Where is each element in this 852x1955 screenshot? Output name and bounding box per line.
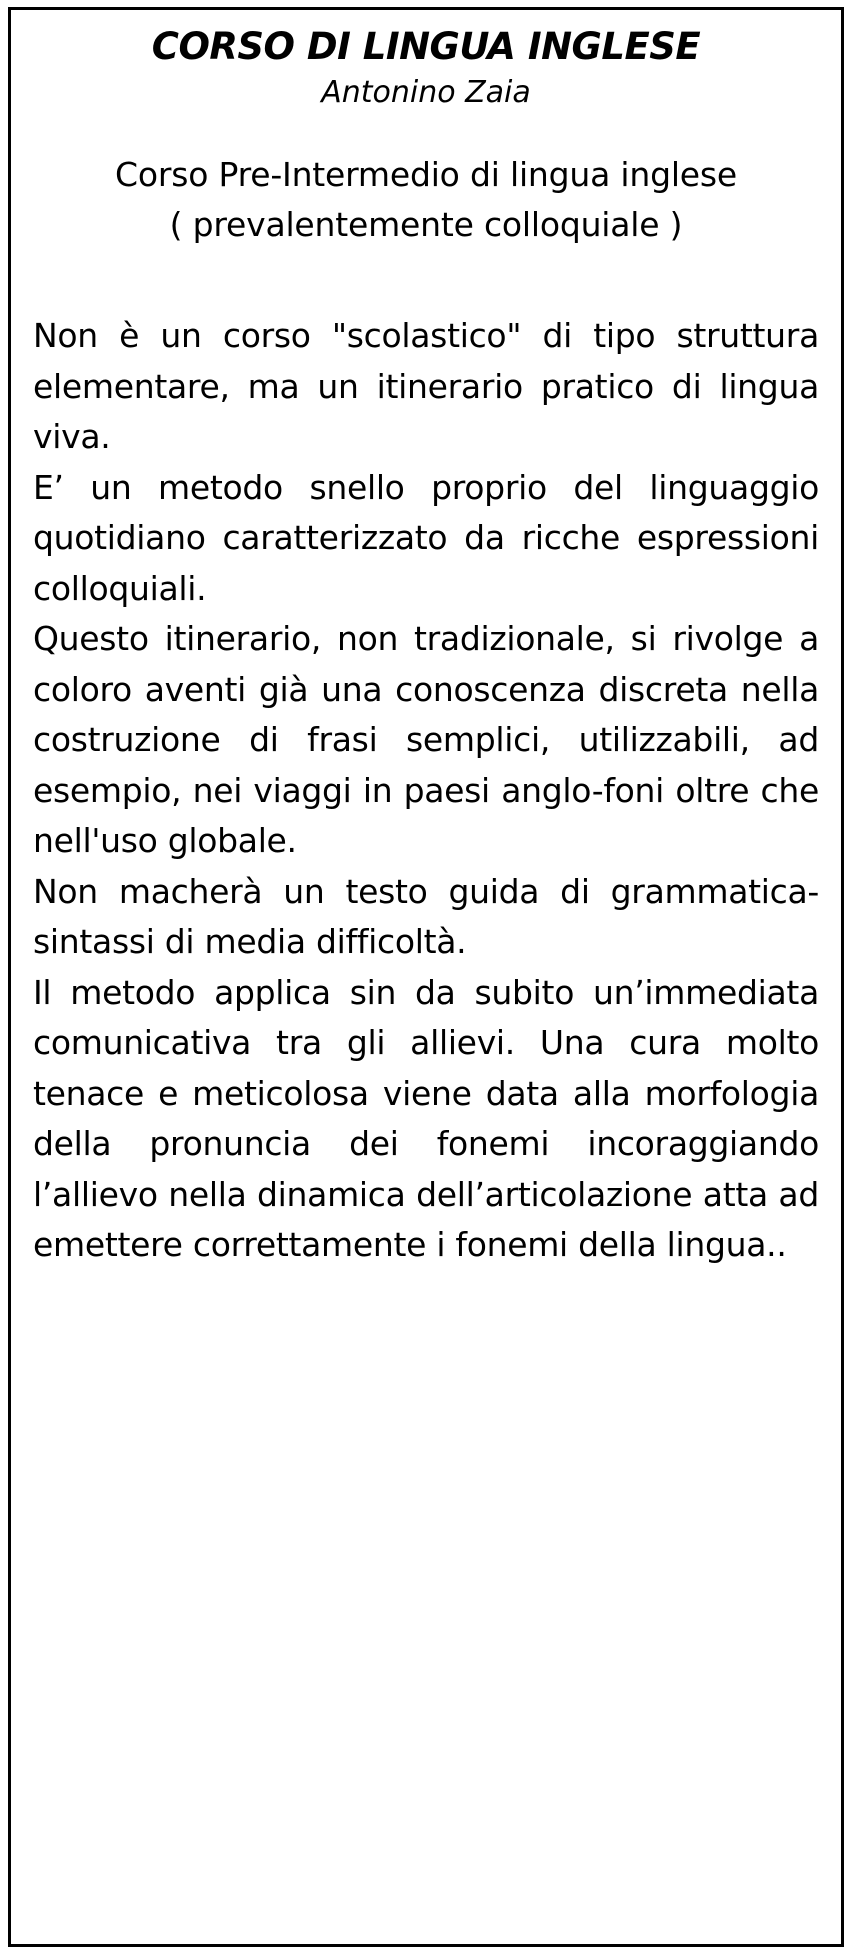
body-text [33,311,819,1271]
document-title: CORSO DI LINGUA INGLESE [151,25,701,68]
document-subtitle [11,150,841,250]
paragraph-intro: Non è un corso "scolastico" di tipo struttura elementare, ma un itinerario pratico di lingua viva. [33,316,819,456]
page-frame [8,7,844,1947]
subtitle-line-1: Corso Pre-Intermedio di lingua inglese [115,155,737,194]
author-name: Antonino Zaia [321,75,531,110]
paragraph-pronunciation: Il metodo applica sin da subito un’immediata comunicativa tra gli allievi. Una cura molto tenace e meticolosa viene data alla morfologia della pronuncia dei fonemi incoraggiando l’allievo nella dinamica dell’articolazione atta ad emettere correttamente i fonemi della lingua.. [33,972,819,1264]
subtitle-line-2: ( prevalentemente colloquiale ) [169,205,683,244]
paragraph-grammar: Non macherà un testo guida di grammatica-sintassi di media difficoltà. [33,871,819,961]
paragraph-audience: Questo itinerario, non tradizionale, si rivolge a coloro aventi già una conoscenza discreta nella costruzione di frasi semplici, utilizzabili, ad esempio, nei viaggi in paesi anglo-foni oltre che nell'uso globale. [33,619,819,860]
paragraph-method: E’ un metodo snello proprio del linguaggio quotidiano caratterizzato da ricche espressioni colloquiali. [33,467,819,608]
